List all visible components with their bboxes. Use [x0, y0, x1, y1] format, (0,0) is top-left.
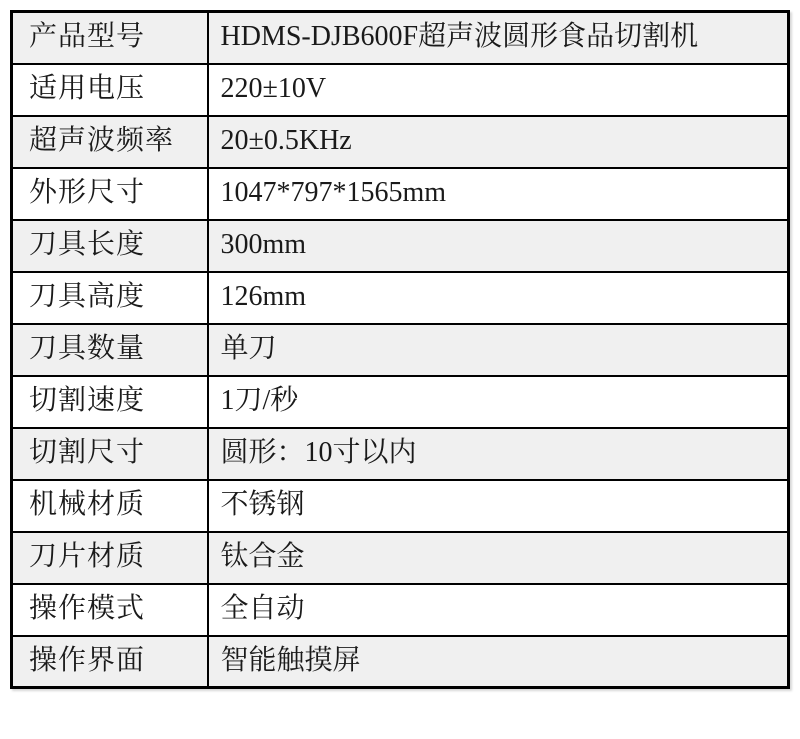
spec-value: 1刀/秒 — [208, 376, 789, 428]
table-row — [12, 532, 789, 584]
table-row — [12, 584, 789, 636]
spec-value: 300mm — [208, 220, 789, 272]
spec-value: 不锈钢 — [208, 480, 789, 532]
spec-value: 1047*797*1565mm — [208, 168, 789, 220]
spec-value: 126mm — [208, 272, 789, 324]
spec-label: 刀具长度 — [12, 220, 208, 272]
table-row — [12, 636, 789, 688]
product-spec-table — [10, 10, 790, 689]
spec-value: 圆形：10寸以内 — [208, 428, 789, 480]
table-row — [12, 12, 789, 64]
spec-value: 钛合金 — [208, 532, 789, 584]
spec-label: 外形尺寸 — [12, 168, 208, 220]
spec-value: 单刀 — [208, 324, 789, 376]
spec-value: 智能触摸屏 — [208, 636, 789, 688]
spec-label: 产品型号 — [12, 12, 208, 64]
spec-label: 刀具数量 — [12, 324, 208, 376]
table-row — [12, 116, 789, 168]
spec-value: 20±0.5KHz — [208, 116, 789, 168]
spec-label: 操作模式 — [12, 584, 208, 636]
spec-value: 全自动 — [208, 584, 789, 636]
spec-label: 切割尺寸 — [12, 428, 208, 480]
table-row — [12, 64, 789, 116]
spec-sheet-page — [0, 10, 800, 739]
spec-value: 220±10V — [208, 64, 789, 116]
table-row — [12, 272, 789, 324]
table-row — [12, 220, 789, 272]
spec-label: 适用电压 — [12, 64, 208, 116]
spec-label: 刀具高度 — [12, 272, 208, 324]
spec-label: 超声波频率 — [12, 116, 208, 168]
spec-label: 刀片材质 — [12, 532, 208, 584]
table-row — [12, 480, 789, 532]
table-row — [12, 428, 789, 480]
spec-value: HDMS-DJB600F超声波圆形食品切割机 — [208, 12, 789, 64]
table-row — [12, 324, 789, 376]
table-row — [12, 168, 789, 220]
spec-label: 机械材质 — [12, 480, 208, 532]
spec-label: 切割速度 — [12, 376, 208, 428]
table-row — [12, 376, 789, 428]
spec-table-body — [12, 12, 789, 688]
spec-label: 操作界面 — [12, 636, 208, 688]
